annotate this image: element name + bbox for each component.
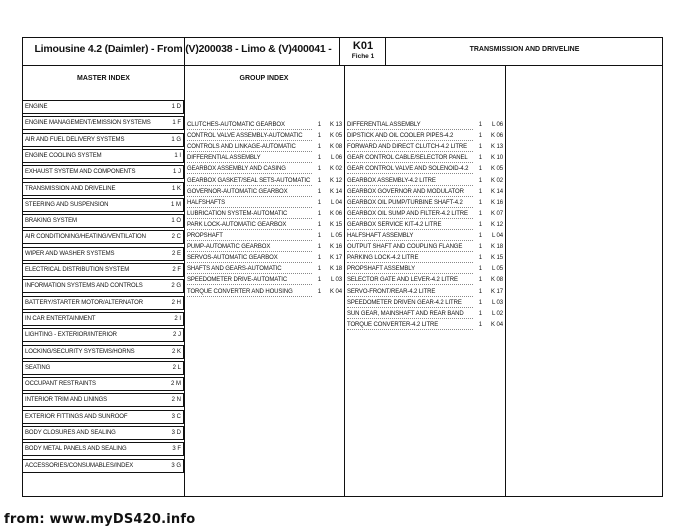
master-index-item-label: BODY CLOSURES AND SEALING — [25, 430, 116, 436]
group-index-item[interactable] — [187, 244, 342, 255]
group-index-item-label: SERVO-FRONT/REAR-4.2 LITRE — [347, 288, 436, 295]
group-index-item-fiche: 1 — [478, 221, 482, 228]
master-index-item[interactable] — [23, 100, 184, 114]
group-index-item-fiche: 1 — [317, 244, 321, 251]
master-index-item[interactable] — [23, 230, 184, 244]
group-index-item-fiche: 1 — [317, 221, 321, 228]
master-index-item-code: 2 K — [171, 348, 181, 355]
group-index-item-label: GEARBOX ASSEMBLY AND CASING — [187, 166, 286, 173]
leader-dots — [347, 307, 473, 308]
group-column-divider — [344, 65, 345, 496]
master-index-item-label: ACCESSORIES/CONSUMABLES/INDEX — [25, 462, 134, 469]
master-index-item-label: INTERIOR TRIM AND LININGS — [25, 397, 108, 404]
group-index-item-fiche: 1 — [317, 288, 321, 295]
leader-dots — [187, 185, 312, 186]
master-index-item-label: AIR CONDITIONING/HEATING/VENTILATION — [25, 234, 146, 241]
master-index-item[interactable] — [23, 377, 184, 391]
master-index-item-label: ELECTRICAL DISTRIBUTION SYSTEM — [25, 267, 130, 273]
leader-dots — [347, 318, 473, 319]
master-index-item-code: 2 I — [174, 315, 181, 322]
group-index-item-code: L 03 — [491, 299, 503, 306]
group-index-item[interactable] — [187, 166, 342, 177]
leader-dots — [347, 262, 473, 263]
master-index-item[interactable] — [23, 279, 184, 293]
group-index-item-label: OUTPUT SHAFT AND COUPLING FLANGE — [347, 244, 463, 251]
group-index-item-label: GEARBOX GASKET/SEAL SETS-AUTOMATIC — [187, 177, 311, 184]
group-index-item-fiche: 1 — [478, 277, 482, 284]
master-group-divider — [184, 38, 185, 496]
master-index-item-label: AIR AND FUEL DELIVERY SYSTEMS — [25, 136, 125, 143]
master-index-item-code: 3 D — [171, 430, 181, 436]
group-index-item[interactable] — [347, 166, 503, 177]
master-index-item-code: 1 D — [171, 104, 181, 110]
group-index-item-code: L 04 — [491, 233, 503, 239]
group-index-item[interactable] — [347, 178, 503, 189]
master-index-item-code: 1 F — [172, 120, 181, 127]
group-index-item[interactable] — [187, 266, 342, 277]
group-index-item[interactable] — [347, 311, 503, 322]
group-index-item-fiche: 1 — [478, 166, 482, 173]
master-index-item[interactable] — [23, 393, 184, 407]
leader-dots — [187, 162, 312, 163]
master-index-item-label: INFORMATION SYSTEMS AND CONTROLS — [25, 283, 143, 290]
leader-dots — [187, 273, 312, 274]
group-index-item-fiche: 1 — [317, 266, 321, 273]
index-sheet — [22, 37, 663, 497]
leader-dots — [187, 218, 312, 219]
group-index-item-label: GEARBOX OIL PUMP/TURBINE SHAFT-4.2 — [347, 199, 463, 206]
group-index-item[interactable] — [347, 222, 503, 233]
group-index-item[interactable] — [187, 211, 342, 222]
group-index-item[interactable] — [347, 233, 503, 244]
group-index-item[interactable] — [347, 155, 503, 166]
master-index-item-label: STEERING AND SUSPENSION — [25, 201, 109, 208]
master-index-item-label: BATTERY/STARTER MOTOR/ALTERNATOR — [25, 299, 143, 306]
group-index-item[interactable] — [347, 189, 503, 200]
header-divider-1 — [339, 38, 340, 65]
group-index-item-fiche: 1 — [317, 122, 321, 128]
leader-dots — [187, 140, 312, 141]
group-index-item[interactable] — [187, 222, 342, 233]
group-index-item-label: GEARBOX GOVERNOR AND MODULATOR — [347, 188, 464, 195]
leader-dots — [347, 207, 473, 208]
group-index-item-code: L 06 — [491, 122, 503, 128]
header-divider-2 — [385, 38, 386, 65]
group-index-item-fiche: 1 — [317, 277, 321, 284]
master-index-item[interactable] — [23, 345, 184, 359]
group-index-item[interactable] — [347, 255, 503, 266]
group-index-item[interactable] — [347, 266, 503, 277]
group-index-item[interactable] — [187, 122, 342, 133]
group-index-item-label: PARKING LOCK-4.2 LITRE — [347, 255, 419, 262]
master-index-item[interactable] — [23, 198, 184, 212]
group-index-item-label: PUMP-AUTOMATIC GEARBOX — [187, 244, 271, 251]
master-index-item[interactable] — [23, 149, 184, 163]
group-index-item-fiche: 1 — [478, 133, 482, 140]
group-index-item-label: FORWARD AND DIRECT CLUTCH-4.2 LITRE — [347, 144, 468, 151]
group-index-item-fiche: 1 — [317, 144, 321, 151]
master-index-item-code: 1 O — [171, 218, 181, 225]
master-index-item-code: 3 G — [171, 462, 181, 469]
master-index-item-label: ENGINE MANAGEMENT/EMISSION SYSTEMS — [25, 120, 151, 127]
group-index-item-fiche: 1 — [317, 233, 321, 239]
leader-dots — [347, 218, 473, 219]
master-index-item-code: 2 C — [171, 234, 181, 241]
source-footer: from: www.myDS420.info — [4, 512, 196, 527]
group-index-item[interactable] — [347, 300, 503, 311]
master-index-item-label: SEATING — [25, 364, 51, 371]
master-index-item-code: 2 G — [171, 283, 181, 290]
page-title: Limousine 4.2 (Daimler) - From (V)200038 - Limo & (V)400041 - — [34, 43, 332, 55]
group-index-item-fiche: 1 — [317, 188, 321, 195]
group-index-item-code: K 12 — [330, 177, 342, 184]
group-index-item-code: K 15 — [330, 221, 342, 228]
master-index-item-code: 2 E — [171, 250, 181, 257]
master-index-item-code: 3 F — [172, 446, 181, 453]
leader-dots — [187, 262, 312, 263]
master-index-item[interactable] — [23, 133, 184, 147]
group-index-item-code: L 04 — [330, 199, 342, 206]
group-index-item-code: K 16 — [491, 199, 503, 206]
group-index-item-code: K 12 — [491, 221, 503, 228]
group-index-item[interactable] — [187, 233, 342, 244]
group-index-item-label: GEARBOX SERVICE KIT-4.2 LITRE — [347, 221, 442, 228]
group-index-heading: GROUP INDEX — [239, 75, 289, 82]
leader-dots — [187, 284, 312, 285]
group-index-item-fiche: 1 — [478, 233, 482, 239]
master-index-item-label: LOCKING/SECURITY SYSTEMS/HORNS — [25, 348, 135, 355]
group-index-item-code: K 14 — [491, 188, 503, 195]
master-index-item-code: 1 K — [171, 185, 181, 192]
group-index-item-label: SPEEDOMETER DRIVEN GEAR-4.2 LITRE — [347, 299, 462, 306]
group-index-item[interactable] — [347, 244, 503, 255]
group-index-item-fiche: 1 — [478, 255, 482, 262]
group-index-item-label: HALFSHAFT ASSEMBLY — [347, 233, 414, 239]
group-index-item-label: DIPSTICK AND OIL COOLER PIPES-4.2 — [347, 133, 454, 140]
leader-dots — [347, 229, 473, 230]
master-index-item-code: 2 F — [172, 267, 181, 273]
fiche-number: Fiche 1 — [351, 53, 375, 60]
group-index-item-label: GEARBOX ASSEMBLY-4.2 LITRE — [347, 177, 436, 184]
master-index-item[interactable] — [23, 312, 184, 326]
leader-dots — [347, 296, 473, 297]
group-index-item[interactable] — [187, 144, 342, 155]
group-index-item-code: K 04 — [330, 288, 342, 295]
section-title: TRANSMISSION AND DRIVELINE — [469, 46, 580, 53]
master-index-item-code: 1 G — [171, 136, 181, 143]
leader-dots — [347, 329, 473, 330]
group-index-item-label: GOVERNOR-AUTOMATIC GEARBOX — [187, 188, 288, 195]
group-index-item-code: K 18 — [491, 244, 503, 251]
group-index-item[interactable] — [187, 277, 342, 288]
group-index-item[interactable] — [347, 211, 503, 222]
group-index-item-label: DIFFERENTIAL ASSEMBLY — [187, 155, 261, 162]
leader-dots — [187, 173, 312, 174]
master-index-item-label: TRANSMISSION AND DRIVELINE — [25, 185, 116, 192]
group-index-item-code: K 15 — [491, 255, 503, 262]
group-index-item-fiche: 1 — [478, 199, 482, 206]
leader-dots — [347, 129, 473, 130]
group-index-item-fiche: 1 — [478, 299, 482, 306]
master-index-item-label: BODY METAL PANELS AND SEALING — [25, 446, 127, 453]
group-index-item-code: K 06 — [491, 133, 503, 140]
leader-dots — [347, 140, 473, 141]
master-index-item[interactable] — [23, 263, 184, 277]
group-index-item[interactable] — [187, 255, 342, 266]
group-index-item-code: K 05 — [330, 133, 342, 140]
leader-dots — [187, 229, 312, 230]
group-index-item-code: K 17 — [491, 288, 503, 295]
group-index-item[interactable] — [347, 322, 503, 333]
master-index-item-label: IN CAR ENTERTAINMENT — [25, 315, 96, 322]
group-index-item[interactable] — [347, 122, 503, 133]
master-index-item-label: ENGINE — [25, 104, 48, 110]
group-index-item-code: L 02 — [491, 310, 503, 317]
group-index-item-label: HALFSHAFTS — [187, 199, 226, 206]
group-index-item[interactable] — [347, 133, 503, 144]
group-index-item-fiche: 1 — [317, 210, 321, 217]
group-index-item-label: TORQUE CONVERTER AND HOUSING — [187, 288, 293, 295]
group-index-item-code: L 05 — [330, 233, 342, 239]
leader-dots — [187, 251, 312, 252]
group-index-item-fiche: 1 — [478, 244, 482, 251]
master-index-item[interactable] — [23, 410, 184, 424]
group-index-item-fiche: 1 — [478, 210, 482, 217]
master-index-item[interactable] — [23, 182, 184, 196]
group-index-item-label: GEAR CONTROL VALVE AND SOLENOID-4.2 — [347, 166, 469, 173]
group-index-item-label: SELECTOR GATE AND LEVER-4.2 LITRE — [347, 277, 458, 284]
master-index-item[interactable] — [23, 247, 184, 261]
leader-dots — [187, 129, 312, 130]
group-index-item-code: L 03 — [330, 277, 342, 284]
group-index-item-code: K 04 — [491, 321, 503, 328]
master-index-item-label: WIPER AND WASHER SYSTEMS — [25, 250, 115, 257]
group-index-item-fiche: 1 — [478, 321, 482, 328]
master-index-item-code: 1 J — [172, 169, 181, 176]
master-index-item-code: 2 L — [172, 364, 181, 371]
master-index-item-label: LIGHTING - EXTERIOR/INTERIOR — [25, 332, 117, 339]
master-index-item[interactable] — [23, 296, 184, 310]
group-index-item-code: K 08 — [491, 277, 503, 284]
group-index-item-label: SERVOS-AUTOMATIC GEARBOX — [187, 255, 278, 262]
group-index-item-code: K 18 — [330, 266, 342, 273]
group-index-item-code: K 16 — [330, 244, 342, 251]
group-index-item-fiche: 1 — [478, 155, 482, 162]
master-index-item[interactable] — [23, 442, 184, 456]
group-index-item-label: TORQUE CONVERTER-4.2 LITRE — [347, 321, 439, 328]
master-index-item-code: 2 N — [171, 397, 181, 404]
master-index-item[interactable] — [23, 361, 184, 375]
group-index-item-fiche: 1 — [478, 310, 482, 317]
leader-dots — [347, 185, 473, 186]
group-index-item-fiche: 1 — [478, 266, 482, 273]
group-index-item-fiche: 1 — [478, 177, 482, 184]
group-index-item-fiche: 1 — [478, 122, 482, 128]
master-index-item[interactable] — [23, 116, 184, 130]
master-index-item-label: EXTERIOR FITTINGS AND SUNROOF — [25, 413, 128, 420]
group-index-item-code: L 06 — [330, 155, 342, 162]
master-index-item[interactable] — [23, 328, 184, 342]
master-index-item-code: 2 H — [171, 299, 181, 306]
master-index-item[interactable] — [23, 459, 184, 473]
group-index-item-label: PARK LOCK-AUTOMATIC GEARBOX — [187, 221, 287, 228]
group-index-item[interactable] — [347, 277, 503, 288]
group-index-item-label: PROPSHAFT — [187, 233, 223, 239]
group-index-item-fiche: 1 — [317, 166, 321, 173]
group-index-item-label: SHAFTS AND GEARS-AUTOMATIC — [187, 266, 282, 273]
group-index-item-code: K 06 — [330, 210, 342, 217]
leader-dots — [347, 162, 473, 163]
master-index-item-code: 1 M — [170, 201, 181, 208]
leader-dots — [347, 173, 473, 174]
group-index-item-code: K 13 — [330, 122, 342, 128]
leader-dots — [347, 151, 473, 152]
group-index-item[interactable] — [187, 289, 342, 300]
master-index-item[interactable] — [23, 214, 184, 228]
group-index-item[interactable] — [187, 178, 342, 189]
leader-dots — [347, 284, 473, 285]
group-index-item-label: CONTROL VALVE ASSEMBLY-AUTOMATIC — [187, 133, 303, 140]
master-index-item-code: 1 I — [174, 152, 181, 159]
header-divider — [23, 65, 662, 66]
leader-dots — [187, 196, 312, 197]
group-index-item-fiche: 1 — [317, 133, 321, 140]
group-index-item-fiche: 1 — [317, 177, 321, 184]
master-index-item-label: EXHAUST SYSTEM AND COMPONENTS — [25, 169, 136, 176]
fiche-code: K01 — [352, 40, 374, 52]
group-index-item-code: L 05 — [491, 266, 503, 273]
group-index-item-code: K 17 — [330, 255, 342, 262]
group-index-item-fiche: 1 — [317, 155, 321, 162]
group-index-item-code: K 02 — [491, 177, 503, 184]
group-index-item-code: K 05 — [491, 166, 503, 173]
group-index-item-code: K 08 — [330, 144, 342, 151]
group-index-item-fiche: 1 — [317, 255, 321, 262]
group-index-item-fiche: 1 — [478, 288, 482, 295]
group-index-item-label: CONTROLS AND LINKAGE-AUTOMATIC — [187, 144, 296, 151]
leader-dots — [347, 240, 473, 241]
group-index-item-code: K 10 — [491, 155, 503, 162]
group-index-item-label: GEAR CONTROL CABLE/SELECTOR PANEL — [347, 155, 468, 162]
group-index-item-fiche: 1 — [478, 188, 482, 195]
group-right-divider — [505, 65, 506, 496]
leader-dots — [347, 251, 473, 252]
master-index-item-label: OCCUPANT RESTRAINTS — [25, 381, 96, 388]
master-index-item-code: 2 J — [172, 332, 181, 339]
group-index-item[interactable] — [187, 155, 342, 166]
master-index-heading: MASTER INDEX — [77, 75, 130, 82]
group-index-item-code: K 02 — [330, 166, 342, 173]
group-index-item[interactable] — [347, 289, 503, 300]
group-index-item-label: CLUTCHES-AUTOMATIC GEARBOX — [187, 122, 285, 128]
master-index-item-label: ENGINE COOLING SYSTEM — [25, 152, 102, 159]
group-index-item-label: SUN GEAR, MAINSHAFT AND REAR BAND — [347, 310, 464, 317]
leader-dots — [187, 207, 312, 208]
group-index-item-code: K 07 — [491, 210, 503, 217]
master-index-item-code: 2 M — [170, 381, 181, 388]
group-index-item-code: K 14 — [330, 188, 342, 195]
group-index-item-label: LUBRICATION SYSTEM-AUTOMATIC — [187, 210, 288, 217]
group-index-item[interactable] — [187, 133, 342, 144]
leader-dots — [347, 273, 473, 274]
group-index-item[interactable] — [187, 200, 342, 211]
group-index-item[interactable] — [187, 189, 342, 200]
master-index-item-label: BRAKING SYSTEM — [25, 218, 77, 225]
group-index-item-label: GEARBOX OIL SUMP AND FILTER-4.2 LITRE — [347, 210, 468, 217]
master-index-item-code: 3 C — [171, 413, 181, 420]
master-index-item[interactable] — [23, 165, 184, 179]
group-index-item-fiche: 1 — [317, 199, 321, 206]
master-index-item[interactable] — [23, 426, 184, 440]
group-index-item-label: PROPSHAFT ASSEMBLY — [347, 266, 415, 273]
group-index-item-code: K 13 — [491, 144, 503, 151]
group-index-item-label: SPEEDOMETER DRIVE-AUTOMATIC — [187, 277, 288, 284]
leader-dots — [187, 296, 312, 297]
leader-dots — [347, 196, 473, 197]
group-index-item-fiche: 1 — [478, 144, 482, 151]
group-index-item[interactable] — [347, 144, 503, 155]
group-index-item[interactable] — [347, 200, 503, 211]
leader-dots — [187, 151, 312, 152]
group-index-item-label: DIFFERENTIAL ASSEMBLY — [347, 122, 421, 128]
leader-dots — [187, 240, 312, 241]
